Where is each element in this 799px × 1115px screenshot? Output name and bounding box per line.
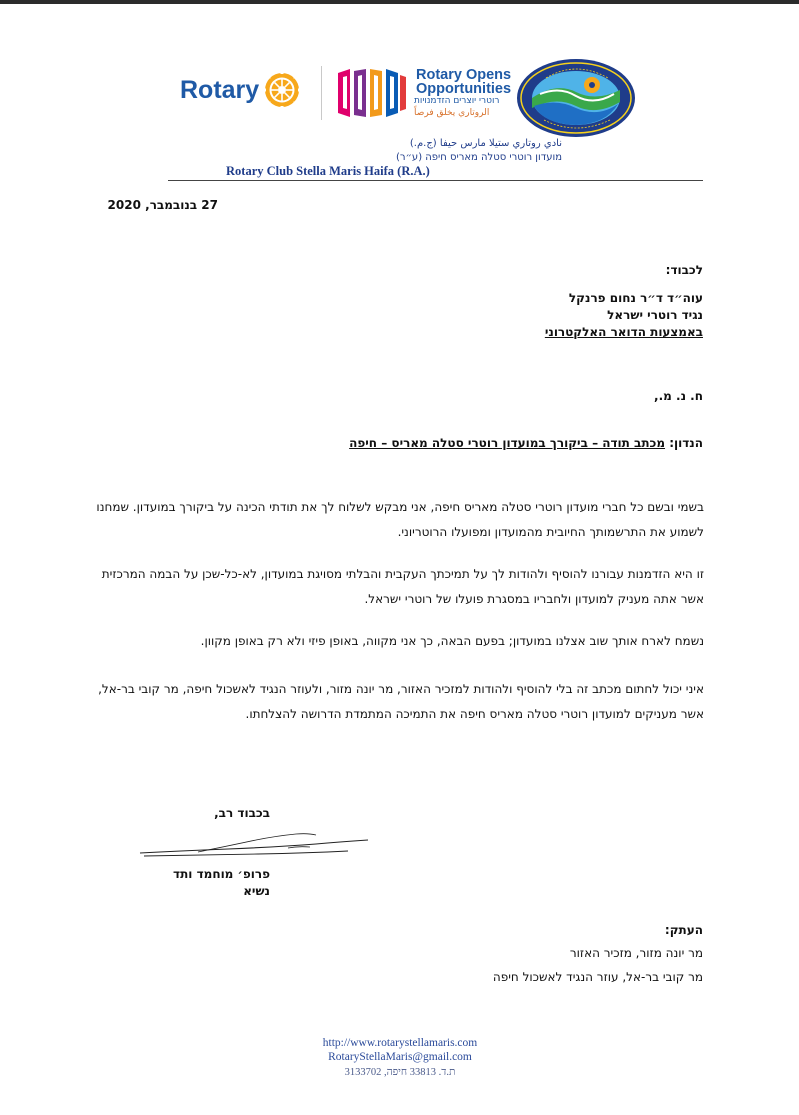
tagline-arabic: الروتاري يخلق فرصاً	[414, 108, 490, 118]
club-name-english: Rotary Club Stella Maris Haifa (R.A.)	[226, 164, 430, 178]
postal-address: ת.ד. 33813 חיפה, 3133702	[344, 1067, 456, 1078]
tagline-hebrew: רוטרי יוצרים הזדמנויות	[414, 96, 500, 106]
to-label: לכבוד:	[665, 263, 703, 277]
body-paragraph: נשמח לארח אותך שוב אצלנו במועדון; בפעם הבאה, כך אני מקווה, באופן פיזי ולא רק באופן מקוון.	[200, 634, 704, 648]
closing: בכבוד רב,	[214, 806, 270, 820]
top-border	[0, 0, 799, 4]
body-paragraph: בשמי ובשם כל חברי מועדון רוטרי סטלה מאריס חיפה, אני מבקש לשלוח לך את תודתי הכינה על ביקורך במועדון. שמחנו לשמוע את התרשמותך החיובית מהמועדון ומפועלו הרוטריוני.	[96, 500, 704, 539]
cc-recipient: מר קובי בר-אל, עוזר הנגיד לאשכול חיפה	[492, 970, 703, 984]
rotary-wheel-icon	[262, 70, 302, 110]
signer-name: פרופ׳ מוחמד ותד	[173, 867, 270, 881]
body-paragraph: איני יכול לחתום מכתב זה בלי להוסיף ולהודות למזכיר האזור, מר יונה מזור, ולעוזר הנגיד לאשכול חיפה, מר קובי בר-אל, אשר מעניקים למועדון רוטרי סטלה מאריס חיפה את התמיכה המתמדת הדרושה להצלחתו.	[98, 682, 704, 721]
logo-divider	[321, 66, 322, 120]
website-link[interactable]: http://www.rotarystellamaris.com	[322, 1037, 478, 1049]
recipient-title: נגיד רוטרי ישראל	[607, 308, 703, 322]
letter-date: 27 בנובמבר, 2020	[107, 198, 218, 212]
opportunities-ribbons-icon	[336, 67, 408, 119]
email-link[interactable]: RotaryStellaMaris@gmail.com	[328, 1051, 472, 1063]
signer-title: נשיא	[243, 884, 270, 898]
subject-label: הנדון:	[669, 436, 703, 450]
rotary-opens-line2: Opportunities	[416, 81, 512, 97]
recipient-name: עוה״ד ד״ר נחום פרנקל	[568, 291, 703, 305]
body-paragraph: זו היא הזדמנות עבורנו להוסיף ולהודות לך על תמיכתך העקבית והבלתי מסויגת במועדון, לא-כל-שכן על הבמה המרכזית אשר אתה מעניק למועדון ולחבריו במסגרת פועלו של רוטרי ישראל.	[101, 567, 704, 606]
club-name-hebrew: מועדון רוטרי סטלה מאריס חיפה (ע״ר)	[395, 152, 562, 163]
rotary-opens-line1: Rotary Opens	[416, 67, 512, 83]
club-seal-logo	[516, 58, 636, 138]
rotary-wordmark: Rotary	[180, 76, 260, 104]
cc-recipient: מר יונה מזור, מזכיר האזור	[569, 946, 703, 960]
greeting: ח. נ. מ.,	[654, 389, 703, 403]
cc-label: העתק:	[664, 923, 703, 937]
handwritten-signature	[138, 826, 370, 866]
subject-line	[200, 436, 703, 450]
header-rule	[168, 180, 703, 181]
club-name-arabic: نادي روتاري ستيلا مارس حيفا (ج.م.)	[409, 138, 562, 149]
subject-text: מכתב תודה – ביקורך במועדון רוטרי סטלה מאריס – חיפה	[349, 436, 666, 450]
delivery-method: באמצעות הדואר האלקטרוני	[544, 325, 703, 339]
